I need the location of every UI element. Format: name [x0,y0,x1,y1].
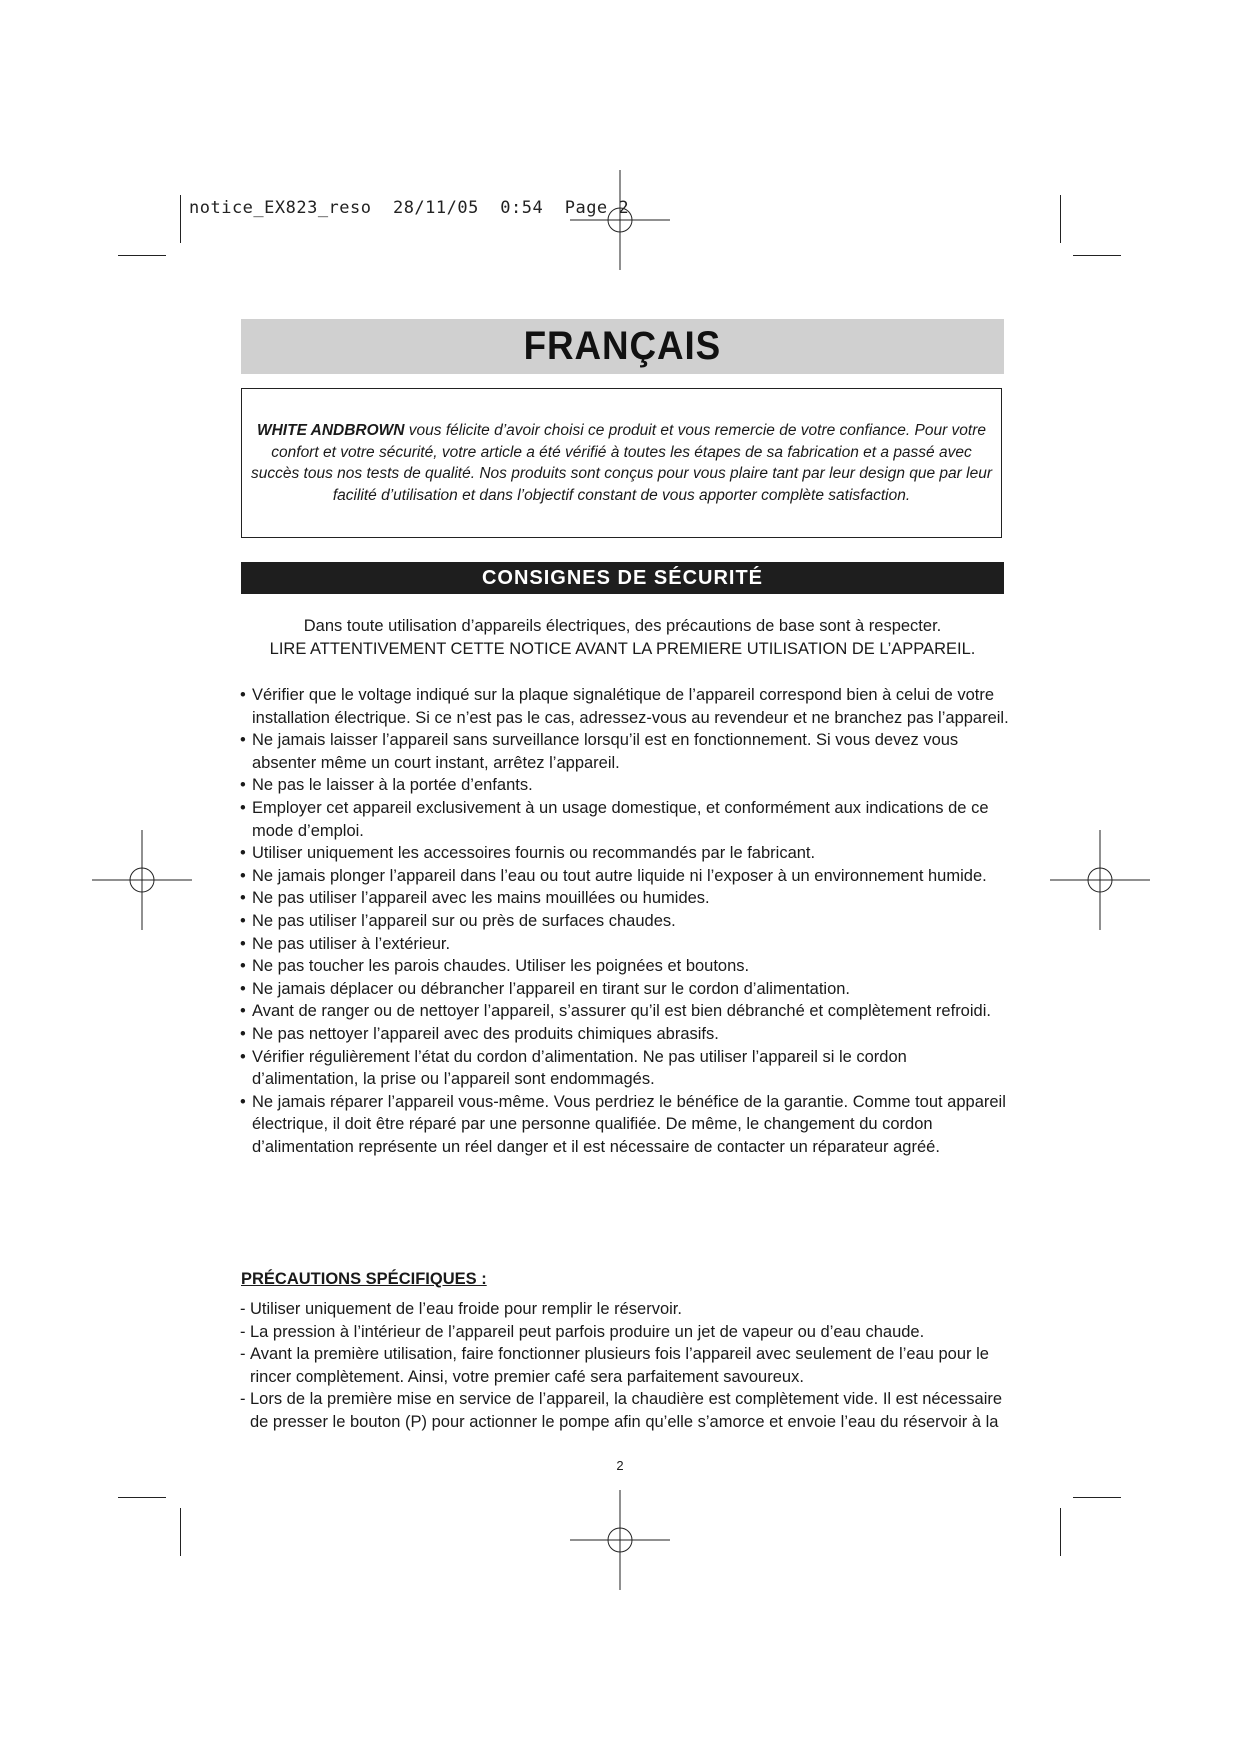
list-item: • Ne jamais déplacer ou débrancher l’appareil en tirant sur le cordon d’alimentation. [240,979,851,998]
registration-mark-icon [570,1490,670,1590]
intro-text: vous félicite d’avoir choisi ce produit et vous remercie de votre confiance. Pour votre confort et votre sécurité, votre article a été vérifié à toutes les étapes de sa fabrication et a passé avec succès tous nos tests de qualité. Nos produits sont conçus pour vous plaire tant par leur design que par leur facilité d’utilisation et dans l’objectif constant de vous apporter complète satisfaction. [251,422,992,504]
list-item: - Lors de la première mise en service de l’appareil, la chaudière est complètement vide. Il est nécessaire de presser le bouton (P) pour actionner le pompe afin qu’elle s’amorce et envoie l’eau du réservoir à la [240,1390,1003,1431]
intro-paragraph [250,420,993,506]
print-slug: notice_EX823_reso 28/11/05 0:54 Page 2 [189,198,630,218]
list-item: • Utiliser uniquement les accessoires fournis ou recommandés par le fabricant. [240,844,816,863]
registration-mark-icon [1050,830,1150,930]
list-item: - Utiliser uniquement de l’eau froide pour remplir le réservoir. [240,1300,682,1318]
crop-mark [118,255,166,256]
brand-name: WHITE ANDBROWN [256,422,405,439]
specific-precautions-heading: PRÉCAUTIONS SPÉCIFIQUES : [241,1270,487,1288]
list-item: • Employer cet appareil exclusivement à un usage domestique, et conformément aux indications de ce mode d’emploi. [240,798,989,840]
safety-intro [241,615,1004,660]
list-item: • Vérifier que le voltage indiqué sur la plaque signalétique de l’appareil correspond bien à celui de votre installation électrique. Si ce n’est pas le cas, adressez-vous au revendeur et ne branchez pas l’appareil. [240,686,1009,727]
crop-mark [180,195,181,243]
safety-list [240,684,1010,1158]
list-item: • Ne pas utiliser à l’extérieur. [240,934,451,953]
list-item: • Ne pas utiliser l’appareil avec les mains mouillées ou humides. [240,889,710,908]
crop-mark [1073,1497,1121,1498]
list-item: • Ne pas nettoyer l’appareil avec des produits chimiques abrasifs. [240,1024,719,1043]
list-item: • Ne pas le laisser à la portée d’enfants. [240,776,533,795]
section-header [241,562,1004,594]
registration-mark-icon [570,170,670,270]
page-title: FRANÇAIS [523,324,722,368]
section-title: CONSIGNES DE SÉCURITÉ [481,566,764,589]
crop-mark [1060,1508,1061,1556]
safety-intro-line: LIRE ATTENTIVEMENT CETTE NOTICE AVANT LA PREMIERE UTILISATION DE L’APPAREIL. [269,639,976,658]
crop-mark [1073,255,1121,256]
list-item: - La pression à l’intérieur de l’appareil peut parfois produire un jet de vapeur ou d’eau chaude. [240,1322,925,1341]
list-item: • Ne jamais plonger l’appareil dans l’eau ou tout autre liquide ni l’exposer à un environnement humide. [240,866,987,885]
safety-intro-line: Dans toute utilisation d’appareils électriques, des précautions de base sont à respecter. [303,617,942,635]
crop-mark [1060,195,1061,243]
intro-box [241,388,1002,538]
crop-mark [180,1508,181,1556]
list-item: • Ne jamais laisser l’appareil sans surveillance lorsqu’il est en fonctionnement. Si vous devez vous absenter même un court instant, arrêtez l’appareil. [240,731,959,772]
list-item: • Ne jamais réparer l’appareil vous-même. Vous perdriez le bénéfice de la garantie. Comme tout appareil électrique, il doit être réparé par une personne qualifiée. De même, le changement du cordon d’alimentation représente un réel danger et il est nécessaire de contacter un réparateur agréé. [240,1092,1006,1156]
language-title-band [241,319,1004,374]
specific-precautions-list [240,1298,1010,1434]
list-item: • Ne pas toucher les parois chaudes. Utiliser les poignées et boutons. [240,957,750,976]
page-number: 2 [616,1458,624,1473]
crop-mark [118,1497,166,1498]
list-item: • Vérifier régulièrement l’état du cordon d’alimentation. Ne pas utiliser l’appareil si le cordon d’alimentation, la prise ou l’appareil sont endommagés. [240,1047,907,1089]
list-item: - Avant la première utilisation, faire fonctionner plusieurs fois l’appareil avec seulement de l’eau pour le rincer complètement. Ainsi, votre premier café sera parfaitement savoureux. [240,1345,989,1386]
list-item: • Avant de ranger ou de nettoyer l’appareil, s’assurer qu’il est bien débranché et complètement refroidi. [240,1002,991,1021]
list-item: • Ne pas utiliser l’appareil sur ou près de surfaces chaudes. [240,911,676,930]
registration-mark-icon [92,830,192,930]
